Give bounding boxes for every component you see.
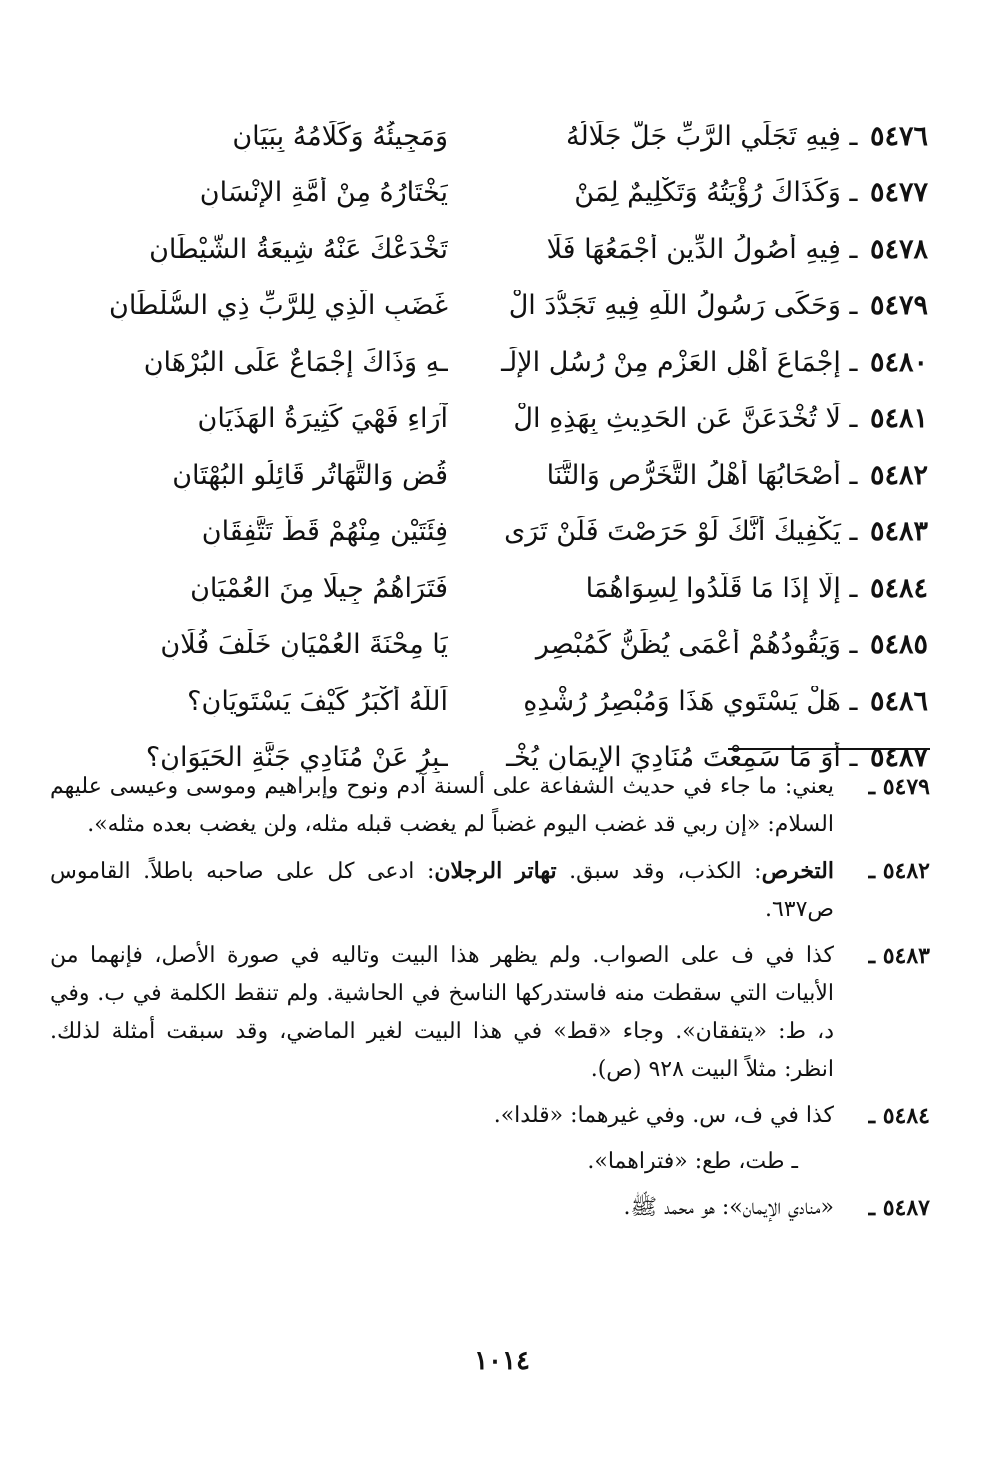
footnote-number: ٥٤٧٩ ـ	[868, 774, 930, 800]
verse-text-right: إِلَّا إِذَا مَا قَلَّدُوا لِسِوَاهُمَا	[585, 572, 841, 604]
footnote-text: كذا في ف، س. وفي غيرهما: «قلدا».	[493, 1103, 834, 1128]
verse-text-right: يَكْفِيكَ أَنَّكَ لَوْ حَرَصْتَ فَلَنْ تَرَى	[504, 516, 841, 548]
footnote-text	[50, 852, 834, 929]
verse-block	[48, 108, 928, 786]
verse-row	[48, 617, 928, 674]
verse-second-hemistich: اَللَّهُ أَكْبَرُ كَيْفَ يَسْتَوِيَانِ؟	[187, 685, 448, 717]
footnote	[50, 852, 930, 929]
verse-number: ٥٤٨٢	[869, 459, 928, 491]
verse-number: ٥٤٨٠	[869, 346, 928, 378]
verse-first-hemistich: ٥٤٧٦ ـ فِيهِ تَجَلِّي الرَّبِّ جَلَّ جَلَالُهُ	[565, 120, 928, 152]
footnote-number: ٥٤٨٤ ـ	[868, 1103, 930, 1129]
verse-second-hemistich: غَضَبِ الَّذِي لِلرَّبِّ ذِي السُّلْطَانِ	[108, 290, 448, 322]
verse-number: ٥٤٧٩	[869, 290, 928, 322]
footnotes	[50, 768, 930, 1235]
footnote-number: ٥٤٨٧ ـ	[868, 1195, 930, 1221]
verse-first-hemistich: ٥٤٨٥ ـ وَيَقُودُهُمْ أَعْمَى يُظَنُّ كَمُبْصِرٍ	[535, 629, 928, 661]
verse-row	[48, 108, 928, 165]
verse-first-hemistich: ٥٤٧٨ ـ فِيهِ أُصُولُ الدِّينِ أَجْمَعُهَا فَلَا	[546, 233, 928, 265]
verse-row	[48, 334, 928, 391]
verse-text-right: وَحَكَى رَسُولُ اللَّهِ فِيهِ تَجَدُّدَ الْ	[508, 290, 841, 322]
footnote-term: تهاتر الرجلان	[434, 858, 557, 884]
verse-second-hemistich: وَمَجِيئُهُ وَكَلَامُهُ بِبَيَانِ	[232, 120, 448, 152]
verse-second-hemistich: فَتَرَاهُمُ جِيلًا مِنَ العُمْيَانِ	[190, 572, 448, 604]
verse-row	[48, 165, 928, 222]
verse-first-hemistich: ٥٤٧٧ ـ وَكَذَاكَ رُؤْيَتُهُ وَتَكْلِيمٌ لِمَنْ	[574, 177, 928, 209]
verse-text-right: لَا تُخْدَعَنَّ عَنِ الحَدِيثِ بِهَذِهِ الْ	[513, 403, 841, 435]
verse-number: ٥٤٨٣	[869, 516, 928, 548]
verse-number: ٥٤٧٦	[869, 120, 928, 152]
verse-row	[48, 278, 928, 335]
verse-text-right: أَوَ مَا سَمِعْتَ مُنَادِيَ الإِيمَانِ يُخْـ	[506, 742, 841, 774]
verse-second-hemistich: ـهِ وَذَاكَ إِجْمَاعٌ عَلَى البُرْهَانِ	[143, 346, 448, 378]
verse-text-right: أَصْحَابُهَا أَهْلُ التَّخَرُّصِ وَالتَّنَا	[546, 459, 841, 491]
verse-number: ٥٤٨٦	[869, 685, 928, 717]
verse-second-hemistich: يَا مِحْنَةَ العُمْيَانِ خَلْفَ فُلَانِ	[160, 629, 448, 661]
verse-second-hemistich: قُضِ وَالتَّهَاتُرِ قَائِلُو البُهْتَانِ	[172, 459, 448, 491]
verse-text-right: وَيَقُودُهُمْ أَعْمَى يُظَنُّ كَمُبْصِرٍ	[535, 629, 841, 661]
footnote	[50, 1097, 930, 1135]
verse-first-hemistich: ٥٤٧٩ ـ وَحَكَى رَسُولُ اللَّهِ فِيهِ تَجَدُّدَ الْ	[508, 290, 928, 322]
verse-first-hemistich: ٥٤٨٠ ـ إِجْمَاعَ أَهْلِ العَزْمِ مِنْ رُسُلِ الإِلَـ	[501, 346, 928, 378]
footnote	[50, 768, 930, 844]
footnote-text: كذا في ف على الصواب. ولم يظهر هذا البيت وتاليه في صورة الأصل، فإنهما من الأبيات التي سقطت منه فاستدركها الناسخ في الحاشية. ولم تنقط الكلمة في ب. وفي د، ط: «يتفقان». وجاء «قط» في هذا البيت لغير الماضي، وقد سبقت أمثلة لذلك. انظر: مثلاً البيت ٩٢٨ (ص).	[50, 943, 834, 1082]
verse-row	[48, 221, 928, 278]
footnote	[50, 1189, 930, 1227]
verse-row	[48, 504, 928, 561]
page-number: ١٠١٤	[474, 1346, 530, 1376]
verse-number: ٥٤٨٧	[869, 742, 928, 774]
verse-second-hemistich: ـبِرُ عَنْ مُنَادِي جَنَّةِ الحَيَوَانِ؟	[145, 742, 448, 774]
footnote-subline: ـ طت، طع: «فتراهما».	[587, 1149, 798, 1174]
footnote-definition: : ادعى كل على صاحبه باطلاً. القاموس ص٦٣٧.	[50, 859, 834, 922]
verse-number: ٥٤٨٥	[869, 629, 928, 661]
verse-number: ٥٤٨٤	[869, 572, 928, 604]
footnote-definition: : الكذب، وقد سبق.	[556, 859, 762, 884]
footnote-number: ٥٤٨٣ ـ	[868, 943, 930, 969]
verse-first-hemistich: ٥٤٨٢ ـ أَصْحَابُهَا أَهْلُ التَّخَرُّصِ وَالتَّنَا	[546, 459, 928, 491]
footnote-number: ٥٤٨٢ ـ	[868, 858, 930, 884]
verse-second-hemistich: تَخْدَعْكَ عَنْهُ شِيعَةُ الشَّيْطَانِ	[149, 233, 448, 265]
verse-number: ٥٤٧٨	[869, 233, 928, 265]
footnote-separator	[728, 748, 930, 750]
verse-row	[48, 391, 928, 448]
verse-row	[48, 673, 928, 730]
verse-first-hemistich: ٥٤٨٧ ـ أَوَ مَا سَمِعْتَ مُنَادِيَ الإِيمَانِ يُخْـ	[506, 742, 928, 774]
verse-text-right: وَكَذَاكَ رُؤْيَتُهُ وَتَكْلِيمٌ لِمَنْ	[574, 177, 841, 209]
verse-second-hemistich: يَخْتَارُهُ مِنْ أُمَّةِ الإِنْسَانِ	[199, 177, 448, 209]
verse-second-hemistich: آرَاءِ فَهْيَ كَثِيرَةُ الهَذَيَانِ	[197, 403, 448, 435]
footnote	[50, 937, 930, 1089]
verse-text-right: إِجْمَاعَ أَهْلِ العَزْمِ مِنْ رُسُلِ الإِلَـ	[501, 346, 841, 378]
footnote-term: التخرص	[761, 858, 834, 884]
verse-text-right: فِيهِ تَجَلِّي الرَّبِّ جَلَّ جَلَالُهُ	[565, 120, 841, 152]
verse-first-hemistich: ٥٤٨٣ ـ يَكْفِيكَ أَنَّكَ لَوْ حَرَصْتَ فَلَنْ تَرَى	[504, 516, 928, 548]
verse-first-hemistich: ٥٤٨١ ـ لَا تُخْدَعَنَّ عَنِ الحَدِيثِ بِهَذِهِ الْ	[513, 403, 928, 435]
verse-number: ٥٤٧٧	[869, 177, 928, 209]
verse-text-right: فِيهِ أُصُولُ الدِّينِ أَجْمَعُهَا فَلَا	[546, 233, 841, 265]
verse-row	[48, 447, 928, 504]
verse-first-hemistich: ٥٤٨٤ ـ إِلَّا إِذَا مَا قَلَّدُوا لِسِوَاهُمَا	[585, 572, 928, 604]
verse-text-right: هَلْ يَسْتَوِي هَذَا وَمُبْصِرُ رُشْدِهِ	[523, 685, 841, 717]
verse-row	[48, 560, 928, 617]
verse-number: ٥٤٨١	[869, 403, 928, 435]
footnote-text: يعني: ما جاء في حديث الشفاعة على ألسنة آدم ونوح وإبراهيم وموسى وعيسى عليهم السلام: «إن ربي قد غضب اليوم غضباً لم يغضب قبله مثله، ولن يغضب بعده مثله».	[50, 774, 834, 837]
footnote-text: «منادي الإيمان»: هو محمد ﷺ.	[623, 1195, 834, 1220]
verse-first-hemistich: ٥٤٨٦ ـ هَلْ يَسْتَوِي هَذَا وَمُبْصِرُ رُشْدِهِ	[523, 685, 928, 717]
verse-second-hemistich: فِئَتَيْنِ مِنْهُمْ قَطُّ تَتَّفِقَانِ	[201, 516, 448, 548]
